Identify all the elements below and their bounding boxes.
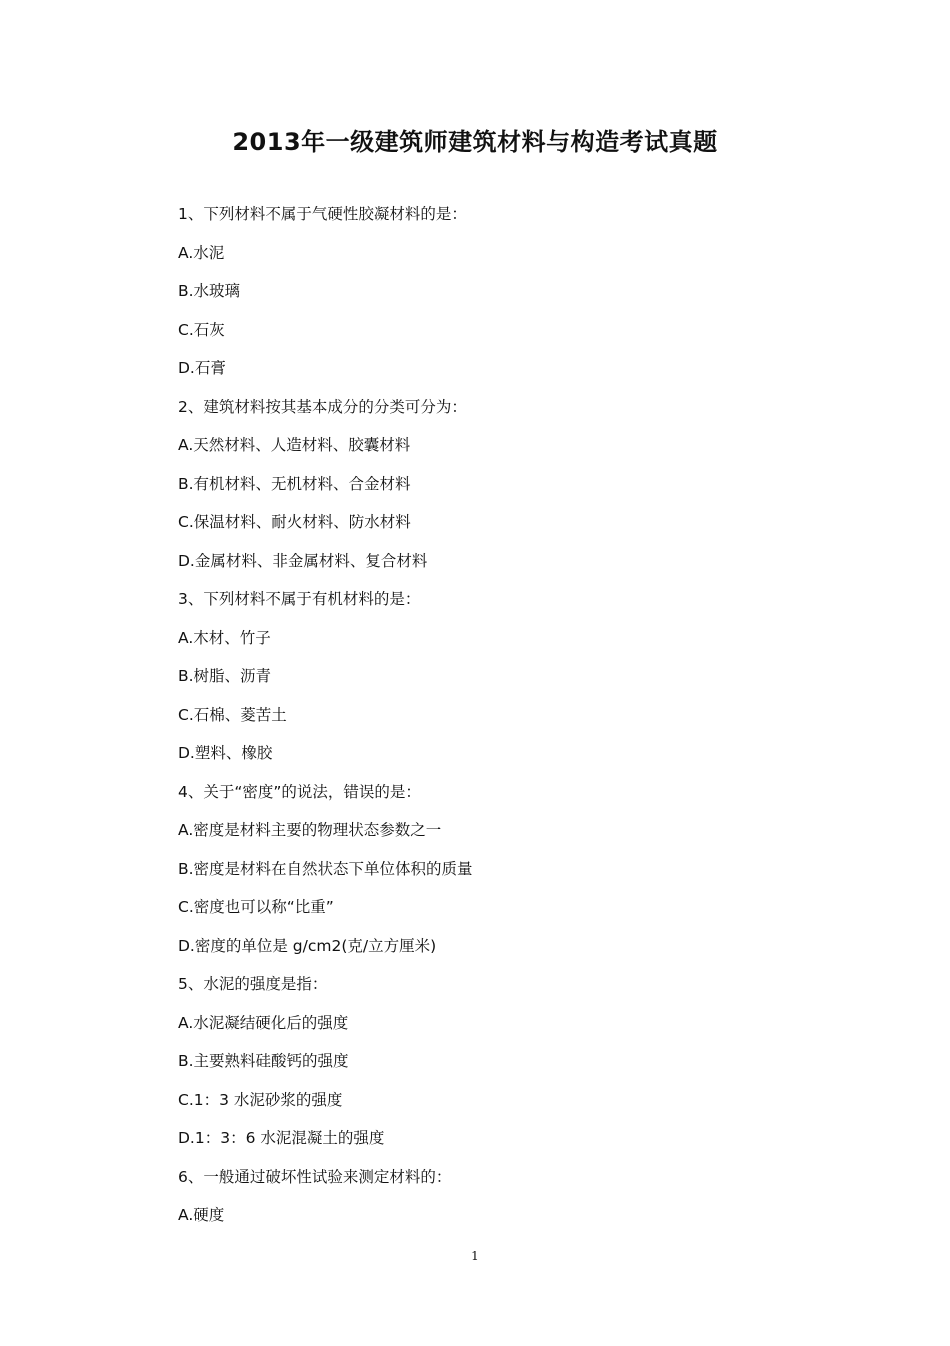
question-1: 1、下列材料不属于气硬性胶凝材料的是：	[178, 205, 467, 223]
question-1-option-b: B.水玻璃	[178, 282, 241, 300]
question-1-option-d: D.石膏	[178, 359, 226, 377]
question-3-option-b: B.树脂、沥青	[178, 667, 272, 685]
question-3-option-d: D.塑料、橡胶	[178, 744, 273, 762]
question-2-option-b: B.有机材料、无机材料、合金材料	[178, 474, 411, 493]
question-1-option-a: A.水泥	[178, 243, 225, 262]
page-number: 1	[471, 1249, 479, 1263]
question-4-option-a: A.密度是材料主要的物理状态参数之一	[178, 821, 442, 839]
question-3-option-c: C.石棉、菱苦土	[178, 705, 287, 724]
question-5-option-d: D.1：3：6 水泥混凝土的强度	[178, 1129, 385, 1147]
question-2-option-d: D.金属材料、非金属材料、复合材料	[178, 551, 428, 570]
question-5: 5、水泥的强度是指：	[178, 975, 328, 993]
question-5-option-b: B.主要熟料硅酸钙的强度	[178, 1052, 349, 1070]
question-3: 3、下列材料不属于有机材料的是：	[178, 590, 421, 608]
question-5-option-c: C.1：3 水泥砂浆的强度	[178, 1090, 343, 1109]
question-6-option-a: A.硬度	[178, 1206, 225, 1224]
question-2-option-a: A.天然材料、人造材料、胶囊材料	[178, 436, 411, 454]
question-4-option-d: D.密度的单位是 g/cm2(克/立方厘米)	[178, 936, 437, 955]
question-3-option-a: A.木材、竹子	[178, 628, 271, 647]
question-1-option-c: C.石灰	[178, 320, 225, 339]
question-6: 6、一般通过破坏性试验来测定材料的：	[178, 1167, 452, 1186]
question-2: 2、建筑材料按其基本成分的分类可分为：	[178, 397, 467, 416]
question-2-option-c: C.保温材料、耐火材料、防水材料	[178, 513, 411, 531]
document-title: 2013年一级建筑师建筑材料与构造考试真题	[232, 128, 718, 156]
question-4-option-c: C.密度也可以称“比重”	[178, 898, 334, 916]
question-4-option-b: B.密度是材料在自然状态下单位体积的质量	[178, 859, 473, 878]
question-list	[178, 195, 818, 1235]
question-5-option-a: A.水泥凝结硬化后的强度	[178, 1013, 349, 1032]
question-4: 4、关于“密度”的说法，错误的是：	[178, 782, 421, 801]
